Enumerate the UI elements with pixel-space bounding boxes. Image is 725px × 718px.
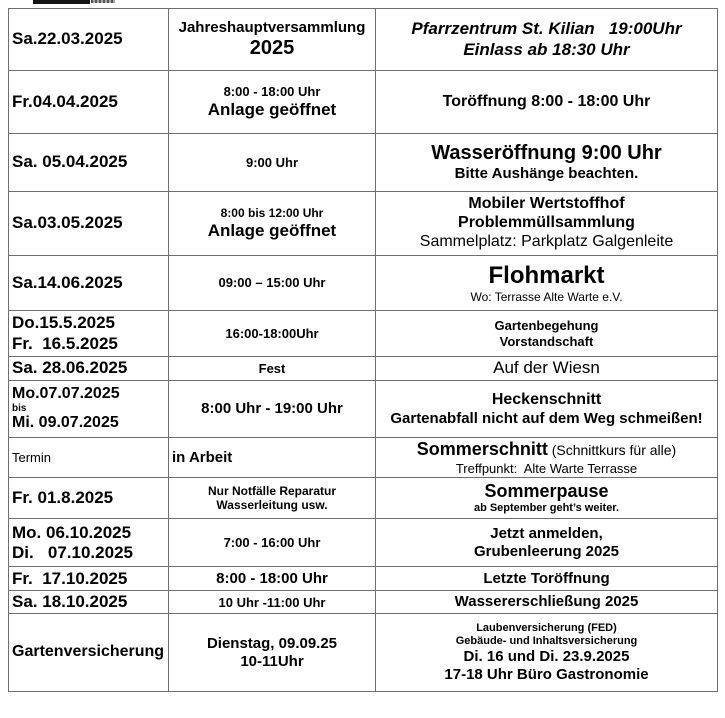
text-line: Wo: Terrasse Alte Warte e.V. bbox=[470, 290, 623, 305]
time-cell bbox=[169, 9, 376, 71]
text-line: 8:00 - 18:00 Uhr bbox=[216, 569, 328, 587]
time-cell bbox=[169, 192, 376, 256]
event-cell bbox=[376, 311, 718, 357]
text-line: Einlass ab 18:30 Uhr bbox=[463, 39, 630, 59]
table-row bbox=[9, 311, 718, 357]
text-line: Di. 07.10.2025 bbox=[12, 542, 133, 562]
text-line: Gartenbegehung bbox=[494, 318, 599, 334]
time-cell bbox=[169, 381, 376, 438]
text-line: Heckenschnitt bbox=[491, 390, 602, 408]
text-line: Dienstag, 09.09.25 bbox=[206, 635, 338, 653]
date-cell bbox=[9, 614, 169, 692]
date-cell bbox=[9, 591, 169, 614]
text-line: Vorstandschaft bbox=[499, 333, 594, 349]
text-line: Fr. 01.8.2025 bbox=[12, 488, 114, 508]
text-line: Sa. 28.06.2025 bbox=[12, 358, 128, 378]
event-cell bbox=[376, 71, 718, 134]
text-line bbox=[379, 439, 714, 461]
text-line: 7:00 - 16:00 Uhr bbox=[223, 535, 321, 551]
date-cell bbox=[9, 478, 169, 519]
text-line: 09:00 – 15:00 Uhr bbox=[218, 275, 326, 291]
text-line: 17-18 Uhr Büro Gastronomie bbox=[444, 665, 649, 683]
text-line: Fr.04.04.2025 bbox=[12, 91, 118, 111]
text-line: Pfarrzentrum St. Kilian 19:00Uhr bbox=[411, 19, 682, 39]
text-line: Anlage geöffnet bbox=[207, 99, 337, 119]
text-line: in Arbeit bbox=[172, 448, 233, 466]
date-cell bbox=[9, 256, 169, 311]
text-line: 8:00 - 18:00 Uhr bbox=[223, 84, 321, 100]
text-line: Gartenabfall nicht auf dem Weg schmeißen! bbox=[390, 409, 703, 427]
table-row bbox=[9, 381, 718, 438]
table-row bbox=[9, 591, 718, 614]
table-row bbox=[9, 192, 718, 256]
table-row bbox=[9, 478, 718, 519]
time-cell bbox=[169, 256, 376, 311]
clipped-top-text-artifact bbox=[33, 0, 90, 4]
text-line: Fr. 16.5.2025 bbox=[12, 333, 118, 353]
time-cell bbox=[169, 311, 376, 357]
event-cell bbox=[376, 614, 718, 692]
time-cell bbox=[169, 567, 376, 591]
text-line: 10 Uhr -11:00 Uhr bbox=[218, 594, 326, 610]
text-line: Do.15.5.2025 bbox=[12, 313, 116, 333]
text-line: Sammelplatz: Parkplatz Galgenleite bbox=[419, 232, 674, 250]
text-line: Wasserleitung usw. bbox=[216, 498, 328, 513]
date-cell bbox=[9, 9, 169, 71]
event-cell bbox=[376, 438, 718, 478]
date-cell bbox=[9, 192, 169, 256]
table-row bbox=[9, 134, 718, 192]
table-row bbox=[9, 357, 718, 381]
text-line: Sa. 18.10.2025 bbox=[12, 592, 128, 612]
text-line: Jahreshauptversammlung bbox=[178, 18, 366, 36]
text-span: Sommerschnitt bbox=[416, 439, 548, 459]
text-line: bis bbox=[12, 403, 27, 414]
text-line: Gebäude- und Inhaltsversicherung bbox=[455, 635, 638, 648]
event-cell bbox=[376, 9, 718, 71]
table-row bbox=[9, 256, 718, 311]
text-line: Wasseröffnung 9:00 Uhr bbox=[431, 141, 662, 164]
date-cell bbox=[9, 311, 169, 357]
date-cell bbox=[9, 357, 169, 381]
time-cell bbox=[169, 591, 376, 614]
date-cell bbox=[9, 567, 169, 591]
text-line: 10-11Uhr bbox=[240, 652, 304, 670]
event-cell bbox=[376, 256, 718, 311]
table-row bbox=[9, 614, 718, 692]
time-cell bbox=[169, 478, 376, 519]
text-line: Sommerpause bbox=[484, 481, 609, 502]
time-cell bbox=[169, 357, 376, 381]
text-line: Mi. 09.07.2025 bbox=[12, 414, 119, 431]
text-line: Letzte Toröffnung bbox=[483, 569, 610, 587]
text-line: Grubenleerung 2025 bbox=[473, 542, 620, 560]
text-line: Mo. 06.10.2025 bbox=[12, 522, 132, 542]
text-line: Problemmüllsammlung bbox=[458, 214, 635, 232]
time-cell bbox=[169, 614, 376, 692]
text-line: Wassererschließung 2025 bbox=[454, 593, 639, 611]
text-line: 8:00 bis 12:00 Uhr bbox=[220, 206, 324, 221]
table-row bbox=[9, 519, 718, 567]
text-line: Sa.14.06.2025 bbox=[12, 272, 123, 292]
event-cell bbox=[376, 357, 718, 381]
text-line: 16:00-18:00Uhr bbox=[225, 325, 319, 341]
time-cell bbox=[169, 134, 376, 192]
text-line: Treffpunkt: Alte Warte Terrasse bbox=[455, 460, 638, 476]
date-cell bbox=[9, 438, 169, 478]
text-line: Laubenversicherung (FED) bbox=[476, 622, 617, 635]
text-line: Toröffnung 8:00 - 18:00 Uhr bbox=[442, 92, 651, 110]
text-line: Flohmarkt bbox=[488, 261, 605, 289]
event-cell bbox=[376, 478, 718, 519]
event-cell bbox=[376, 192, 718, 256]
text-line: Sa.22.03.2025 bbox=[12, 29, 123, 49]
date-cell bbox=[9, 519, 169, 567]
event-cell bbox=[376, 381, 718, 438]
table-row bbox=[9, 9, 718, 71]
text-line: Anlage geöffnet bbox=[207, 220, 337, 240]
text-line: Termin bbox=[12, 449, 52, 465]
text-line: Gartenversicherung bbox=[12, 643, 165, 661]
text-line: 9:00 Uhr bbox=[245, 154, 299, 170]
time-cell bbox=[169, 438, 376, 478]
date-cell bbox=[9, 134, 169, 192]
text-line: 8:00 Uhr - 19:00 Uhr bbox=[201, 400, 343, 418]
event-cell bbox=[376, 567, 718, 591]
event-cell bbox=[376, 519, 718, 567]
text-line: ab September geht’s weiter. bbox=[473, 502, 620, 515]
text-line: Jetzt anmelden, bbox=[490, 525, 603, 543]
event-cell bbox=[376, 134, 718, 192]
text-line: Auf der Wiesn bbox=[493, 358, 600, 378]
text-line: Mo.07.07.2025 bbox=[12, 385, 120, 403]
text-line: Mobiler Wertstoffhof bbox=[468, 195, 625, 213]
schedule-table-body bbox=[9, 9, 718, 692]
schedule-table bbox=[8, 8, 718, 692]
table-row bbox=[9, 567, 718, 591]
table-row bbox=[9, 438, 718, 478]
text-line: Sa.03.05.2025 bbox=[12, 213, 123, 233]
text-line: Sa. 05.04.2025 bbox=[12, 152, 128, 172]
text-span: (Schnittkurs für alle) bbox=[547, 442, 677, 458]
event-cell bbox=[376, 591, 718, 614]
text-line: Bitte Aushänge beachten. bbox=[454, 165, 639, 183]
time-cell bbox=[169, 519, 376, 567]
clipped-top-text-artifact-dots bbox=[91, 0, 115, 3]
text-line: Fr. 17.10.2025 bbox=[12, 568, 128, 588]
text-line: Fest bbox=[258, 360, 286, 376]
time-cell bbox=[169, 71, 376, 134]
text-line: Nur Notfälle Reparatur bbox=[207, 484, 337, 499]
date-cell bbox=[9, 381, 169, 438]
text-line: Di. 16 und Di. 23.9.2025 bbox=[463, 648, 630, 666]
table-row bbox=[9, 71, 718, 134]
text-line: 2025 bbox=[249, 36, 295, 59]
date-cell bbox=[9, 71, 169, 134]
